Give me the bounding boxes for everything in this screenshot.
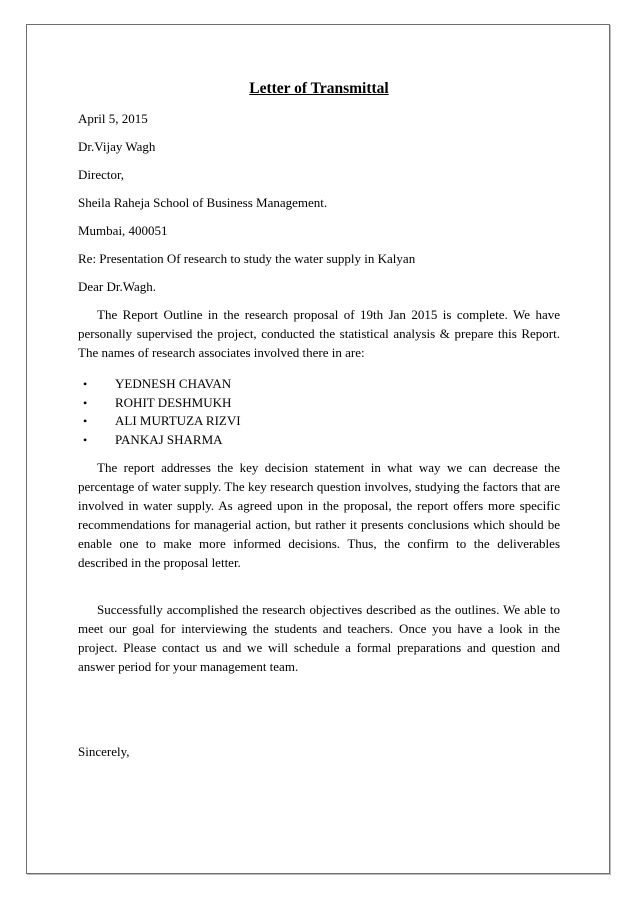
- recipient-location: Mumbai, 400051: [78, 223, 168, 238]
- associate-name: ALI MURTUZA RIZVI: [115, 413, 241, 428]
- bullet-icon: •: [83, 432, 88, 447]
- associates-list: [78, 375, 560, 449]
- bullet-icon: •: [83, 395, 88, 410]
- list-item: [78, 412, 560, 431]
- letter-date: April 5, 2015: [78, 111, 148, 126]
- recipient-title: Director,: [78, 167, 125, 182]
- spacer: [78, 572, 560, 600]
- paragraph-accomplished: Successfully accomplished the research objectives described as the outlines. We able to meet our goal for interviewing the students and teachers. Once you have a look in the project. Please contact us and we will schedule a formal preparations and question and answer period for your management team.: [78, 602, 560, 674]
- associate-name: PANKAJ SHARMA: [115, 431, 223, 447]
- list-item: [78, 431, 560, 450]
- list-item: [78, 375, 560, 394]
- letter-title: Letter of Transmittal: [249, 80, 389, 97]
- closing: Sincerely,: [78, 744, 130, 759]
- recipient-name: Dr.Vijay Wagh: [78, 139, 156, 154]
- associate-name: ROHIT DESHMUKH: [115, 394, 232, 410]
- associate-name: YEDNESH CHAVAN: [115, 376, 232, 391]
- subject-line: Re: Presentation Of research to study the water supply in Kalyan: [78, 251, 416, 266]
- list-item: [78, 394, 560, 413]
- bullet-icon: •: [83, 377, 88, 391]
- paragraph-intro: The Report Outline in the research proposal of 19th Jan 2015 is complete. We have personally supervised the project, conducted the statistical analysis & prepare this Report. The names of research associates involved there in are:: [78, 307, 560, 360]
- bullet-icon: •: [83, 414, 88, 428]
- letter-body: [78, 79, 560, 770]
- recipient-institution: Sheila Raheja School of Business Management.: [78, 195, 328, 210]
- spacer: [78, 676, 560, 742]
- salutation: Dear Dr.Wagh.: [78, 279, 157, 294]
- paragraph-report: The report addresses the key decision statement in what way we can decrease the percentage of water supply. The key research question involves, studying the factors that are involved in water supply. As agreed upon in the proposal, the report offers more specific recommendations for managerial action, but rather it presents conclusions which should be enable one to make more informed decisions. Thus, the confirm to the deliverables described in the proposal letter.: [78, 460, 560, 570]
